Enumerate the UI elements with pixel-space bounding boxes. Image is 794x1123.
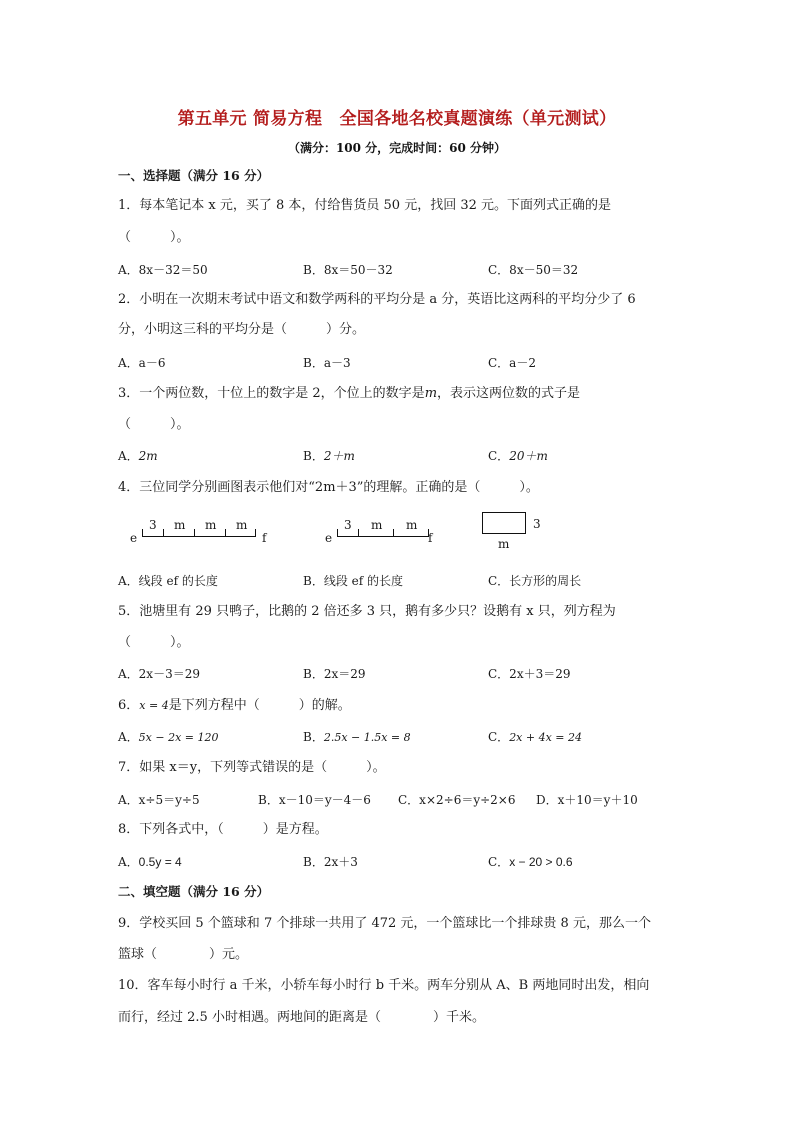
diagram-2-tick bbox=[358, 529, 359, 537]
question-3-option-c bbox=[488, 448, 548, 464]
question-8-option-a-expr: 0.5y = 4 bbox=[138, 855, 182, 869]
diagram-1-tick bbox=[225, 529, 226, 537]
diagram-1-label-m3: m bbox=[236, 518, 248, 532]
diagram-2-label-m1: m bbox=[371, 518, 383, 532]
section-heading-choice: 一、选择题（满分 16 分） bbox=[118, 168, 270, 183]
diagram-2-segment bbox=[325, 510, 455, 550]
question-7-option-d: D．x＋10＝y＋10 bbox=[536, 793, 638, 807]
page-subtitle: （满分：100 分，完成时间：60 分钟） bbox=[287, 141, 507, 155]
question-8-option-b: B．2x＋3 bbox=[303, 855, 358, 869]
question-6-number: 6． bbox=[118, 698, 140, 713]
diagram-1-label-3: 3 bbox=[149, 518, 157, 532]
diagram-2-label-3: 3 bbox=[344, 518, 352, 532]
question-6-option-c bbox=[488, 729, 582, 746]
question-7-option-a: A．x÷5＝y÷5 bbox=[118, 793, 200, 807]
diagram-3-rect-shape bbox=[482, 512, 526, 534]
question-6-option-c-label: C． bbox=[488, 730, 510, 744]
diagram-2-f: f bbox=[428, 531, 433, 545]
question-6-option-b-expr: 2.5x − 1.5x = 8 bbox=[323, 731, 411, 744]
diagram-1-label-m2: m bbox=[205, 518, 217, 532]
question-8-option-a bbox=[118, 854, 182, 870]
diagram-1-f: f bbox=[262, 531, 267, 545]
question-10-text: 10．客车每小时行 a 千米，小轿车每小时行 b 千米。两车分别从 A、B 两地同时出发，相向 bbox=[118, 978, 650, 993]
diagram-1-tick bbox=[255, 529, 256, 537]
question-3-text-part1: 3．一个两位数，十位上的数字是 2，个位上的数字是 bbox=[118, 386, 425, 401]
diagram-3-rectangle bbox=[480, 510, 560, 552]
diagram-3-bottom-label: m bbox=[498, 537, 510, 551]
question-5-option-c: C．2x＋3＝29 bbox=[488, 667, 571, 681]
diagram-3-side-label: 3 bbox=[533, 517, 541, 531]
question-7-option-b: B．x－10＝y－4－6 bbox=[258, 793, 371, 807]
question-8-option-c bbox=[488, 854, 573, 870]
question-4-option-a: A．线段 ef 的长度 bbox=[118, 574, 218, 588]
question-1-blank: （ ）。 bbox=[118, 230, 190, 245]
page-title: 第五单元 简易方程 全国各地名校真题演练（单元测试） bbox=[177, 109, 617, 129]
question-2-text: 2．小明在一次期末考试中语文和数学两科的平均分是 a 分，英语比这两科的平均分少了 6 bbox=[118, 292, 636, 307]
question-8-option-c-expr: x − 20 > 0.6 bbox=[509, 855, 573, 869]
question-5-option-a: A．2x－3＝29 bbox=[118, 667, 200, 681]
question-3-option-a bbox=[118, 448, 158, 464]
diagram-2-label-m2: m bbox=[406, 518, 418, 532]
question-6-text bbox=[118, 698, 351, 714]
question-2-text-cont: 分，小明这三科的平均分是（ ）分。 bbox=[118, 322, 366, 337]
question-6-option-b-label: B． bbox=[303, 730, 324, 744]
question-2-option-b: B．a－3 bbox=[303, 356, 351, 370]
diagram-2-e: e bbox=[325, 531, 333, 545]
question-10-text-cont: 而行，经过 2.5 小时相遇。两地间的距离是（ ）千米。 bbox=[118, 1010, 485, 1025]
question-8-option-a-label: A． bbox=[118, 855, 139, 869]
question-3-option-a-label: A． bbox=[118, 449, 139, 463]
question-3-option-b-expr: 2＋m bbox=[323, 449, 355, 463]
question-1-option-c: C．8x－50＝32 bbox=[488, 263, 579, 277]
diagram-1-segment bbox=[130, 510, 280, 550]
diagram-1-label-m1: m bbox=[174, 518, 186, 532]
question-4-text: 4．三位同学分别画图表示他们对“2m＋3”的理解。正确的是（ ）。 bbox=[118, 480, 539, 495]
question-5-text: 5．池塘里有 29 只鸭子，比鹅的 2 倍还多 3 只，鹅有多少只？设鹅有 x 只，列方程为 bbox=[118, 604, 616, 619]
question-6-option-a-expr: 5x − 2x = 120 bbox=[138, 731, 219, 744]
question-2-option-a: A．a－6 bbox=[118, 356, 166, 370]
question-3-blank: （ ）。 bbox=[118, 417, 190, 432]
diagram-1-tick bbox=[194, 529, 195, 537]
question-1-text: 1．每本笔记本 x 元，买了 8 本，付给售货员 50 元，找回 32 元。下面列式正确的是 bbox=[118, 198, 612, 213]
question-6-option-b bbox=[303, 729, 411, 746]
question-9-text-cont: 篮球（ ）元。 bbox=[118, 947, 249, 962]
diagram-2-tick bbox=[393, 529, 394, 537]
question-2-option-c: C．a－2 bbox=[488, 356, 536, 370]
question-6-option-c-expr: 2x + 4x = 24 bbox=[509, 731, 583, 744]
question-6-option-a bbox=[118, 729, 219, 746]
question-3-text-part2: ，表示这两位数的式子是 bbox=[437, 386, 581, 401]
question-1-option-a: A．8x－32＝50 bbox=[118, 263, 208, 277]
question-3-option-b-label: B． bbox=[303, 449, 324, 463]
question-3-option-a-expr: 2m bbox=[138, 449, 158, 463]
question-5-blank: （ ）。 bbox=[118, 635, 190, 650]
question-3-variable: m bbox=[424, 386, 438, 401]
question-8-option-c-label: C． bbox=[488, 855, 510, 869]
diagram-1-line bbox=[142, 536, 255, 537]
diagram-1-tick bbox=[142, 529, 143, 537]
diagram-2-tick bbox=[337, 529, 338, 537]
question-6-expr: x = 4 bbox=[139, 699, 169, 712]
question-7-option-c: C．x×2÷6＝y÷2×6 bbox=[398, 793, 516, 807]
question-3-option-c-expr: 20＋m bbox=[509, 449, 548, 463]
question-8-text: 8．下列各式中，（ ）是方程。 bbox=[118, 822, 328, 837]
question-4-option-b: B．线段 ef 的长度 bbox=[303, 574, 403, 588]
question-4-option-c: C．长方形的周长 bbox=[488, 574, 582, 588]
question-3-option-c-label: C． bbox=[488, 449, 510, 463]
question-1-option-b: B．8x＝50－32 bbox=[303, 263, 393, 277]
question-9-text: 9．学校买回 5 个篮球和 7 个排球一共用了 472 元，一个篮球比一个排球贵 8 元，那么一个 bbox=[118, 916, 651, 931]
question-6-option-a-label: A． bbox=[118, 730, 139, 744]
question-3-option-b bbox=[303, 448, 355, 464]
question-5-option-b: B．2x＝29 bbox=[303, 667, 366, 681]
question-3-text bbox=[118, 386, 580, 402]
diagram-1-tick bbox=[163, 529, 164, 537]
diagram-2-line bbox=[337, 536, 428, 537]
question-6-rest: 是下列方程中（ ）的解。 bbox=[168, 698, 351, 713]
question-7-text: 7．如果 x＝y，下列等式错误的是（ ）。 bbox=[118, 760, 386, 775]
diagram-1-e: e bbox=[130, 531, 138, 545]
section-heading-fill: 二、填空题（满分 16 分） bbox=[118, 884, 270, 899]
